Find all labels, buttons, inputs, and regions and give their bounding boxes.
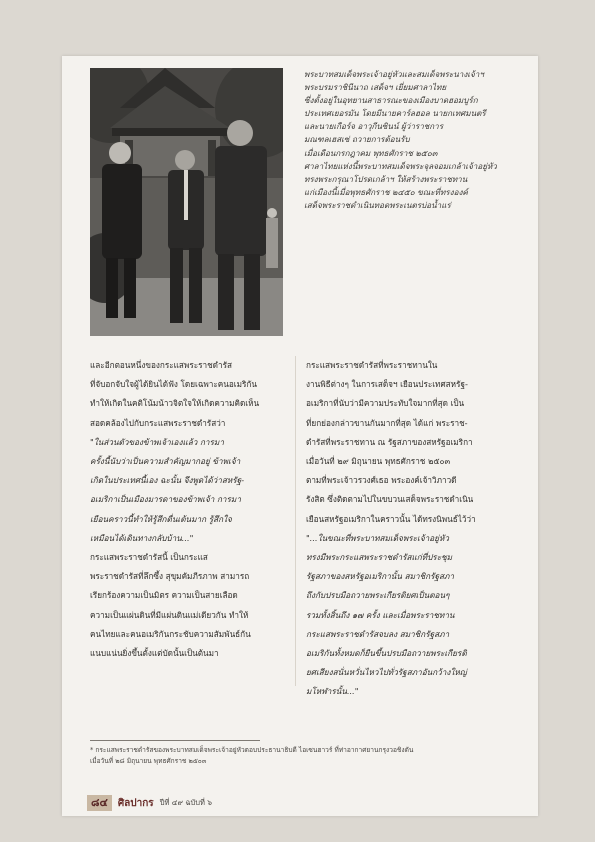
quote-line: ถึงกับปรบมือถวายพระเกียรติยศเป็นตอนๆ xyxy=(306,590,450,601)
quote-line: ครั้งนี้นับว่าเป็นความสำคัญมากอยู่ ข้าพเจ้า xyxy=(90,456,241,467)
body-line: ทำให้เกิดในคติโน้มน้าวจิตใจให้เกิดความคิดเห็น xyxy=(90,398,260,409)
body-line: กระแสพระราชดำรัสนี้ เป็นกระแส xyxy=(90,552,208,563)
body-line: สอดคล้องไปกับกระแสพระราชดำรัสว่า xyxy=(90,417,226,428)
left-text-column xyxy=(90,356,290,663)
body-line: ความเป็นแผ่นดินที่มีแผ่นดินแม่เดียวกัน ทำให้ xyxy=(90,609,249,620)
caption-line: มณฑลเฮสเซ่ ถวายการต้อนรับ xyxy=(304,134,410,145)
caption-line: เสด็จพระราชดำเนินทอดพระเนตรบ่อน้ำแร่ xyxy=(304,199,451,210)
quote-line: มโหฬารนั้น..." xyxy=(306,686,359,697)
magazine-name: ศิลปากร xyxy=(117,797,154,809)
body-line: คนไทยและคนอเมริกันกระชับความสัมพันธ์กัน xyxy=(90,628,251,639)
quote-line: "ในส่วนตัวของข้าพเจ้าเองแล้ว การมา xyxy=(90,436,224,447)
body-line: พระราชดำรัสที่ลึกซึ้ง สุขุมคัมภีรภาพ สามารถ xyxy=(90,571,250,582)
body-line: กระแสพระราชดำรัสที่พระราชทานใน xyxy=(306,360,438,370)
caption-line: ศาลาไทยแห่งนี้พระบาทสมเด็จพระจุลจอมเกล้าเจ้าอยู่หัว xyxy=(304,160,497,171)
caption-line: แก่เมืองนี้เมื่อพุทธศักราช ๒๔๕๐ ขณะที่ทรงองค์ xyxy=(304,186,468,197)
body-line: เรียกร้องความเป็นมิตร ความเป็นสายเลือด xyxy=(90,590,238,601)
caption-line: ประเทศเยอรมัน โดยมีนายคาร์ลฮอล นายกเทศมนตรี xyxy=(304,108,486,119)
body-line: แนบแน่นยิ่งขึ้นตั้งแต่บัดนั้นเป็นต้นมา xyxy=(90,648,219,659)
body-line: รังสิต ซึ่งติดตามไปในขบวนเสด็จพระราชดำเนิน xyxy=(306,494,474,505)
quote-line: รัฐสภาของสหรัฐอเมริกานั้น สมาชิกรัฐสภา xyxy=(306,571,455,582)
footnote xyxy=(90,745,538,767)
page-number: ๘๔ xyxy=(87,795,112,811)
caption-line: ซึ่งตั้งอยู่ในอุทยานสาธารณะของเมืองบาดฮอมบูร์ก xyxy=(304,95,478,106)
quote-line: ยศเสียงสนั่นหวั่นไหวไปทั่วรัฐสภาอันกว้างใหญ่ xyxy=(306,667,467,678)
body-line: ดำรัสที่พระราชทาน ณ รัฐสภาของสหรัฐอเมริกา xyxy=(306,436,473,447)
quote-line: รวมทั้งสิ้นถึง ๑๗ ครั้ง และเมื่อพระราชทาน xyxy=(306,609,455,620)
body-line: อเมริกาที่นับว่ามีความประทับใจมากที่สุด เป็น xyxy=(306,398,465,409)
caption-line: พระบรมราชินีนาถ เสด็จฯ เยี่ยมศาลาไทย xyxy=(304,82,447,93)
page-footer xyxy=(87,795,212,811)
body-line: ตามที่พระเจ้าวรวงศ์เธอ พระองค์เจ้าวิภาวดี xyxy=(306,475,457,486)
caption-line: และนายเกือร์จ อาวุกีนซินน์ ผู้ว่าราชการ xyxy=(304,121,444,132)
quote-line: "...ในขณะที่พระบาทสมเด็จพระเจ้าอยู่หัว xyxy=(306,532,449,543)
quote-line: ทรงมีพระกระแสพระราชดำรัสแก่ที่ประชุม xyxy=(306,552,453,563)
issue-info: ปีที่ ๔๙ ฉบับที่ ๖ xyxy=(159,798,213,807)
quote-line: อเมริกันทั้งหมดก็ยืนขึ้นปรบมือถวายพระเกียรติ xyxy=(306,648,467,659)
quote-line: เยือนคราวนี้ทำให้รู้สึกตื่นเต้นมาก รู้สึกใจ xyxy=(90,513,232,524)
caption-line: ทรงพระกรุณาโปรดเกล้าฯ ให้สร้างพระราชทาน xyxy=(304,173,468,184)
footnote-rule xyxy=(90,740,260,741)
body-line: ที่ยกย่องกล่าวขานกันมากที่สุด ได้แก่ พระราช- xyxy=(306,417,468,428)
footnote-line: เมื่อวันที่ ๒๘ มิถุนายน พุทธศักราช ๒๕๐๓ xyxy=(90,757,207,765)
caption-line: พระบาทสมเด็จพระเจ้าอยู่หัวและสมเด็จพระนางเจ้าฯ xyxy=(304,69,484,79)
quote-line: เกิดในประเทศนี้เอง ฉะนั้น จึงพูดได้ว่าสหรัฐ- xyxy=(90,475,245,486)
body-line: เมื่อวันที่ ๒๙ มิถุนายน พุทธศักราช ๒๕๐๓ xyxy=(306,456,451,467)
body-line: ที่จับอกจับใจผู้ได้ยินได้ฟัง โดยเฉพาะคนอเมริกัน xyxy=(90,379,257,390)
quote-line: อเมริกาเป็นเมืองมารดาของข้าพเจ้า การมา xyxy=(90,494,241,505)
black-and-white-photo xyxy=(90,68,283,336)
body-line: เยือนสหรัฐอเมริกาในคราวนั้น ได้ทรงนิพนธ์ไว้ว่า xyxy=(306,513,476,524)
body-line: งานพิธีต่างๆ ในการเสด็จฯ เยือนประเทศสหรัฐ- xyxy=(306,379,468,390)
photo-caption xyxy=(304,68,534,212)
photo-illustration xyxy=(90,68,283,336)
caption-line: เมื่อเดือนกรกฎาคม พุทธศักราช ๒๕๐๓ xyxy=(304,147,438,158)
footnote-line: * กระแสพระราชดำรัสของพระบาทสมเด็จพระเจ้าอยู่หัวตอบประธานาธิบดี ไอเซนฮาวร์ ที่ท่าอากาศยานกรุงวอชิงตัน xyxy=(90,746,414,754)
quote-line: เหมือนได้เดินทางกลับบ้าน..." xyxy=(90,532,194,543)
right-text-column xyxy=(306,356,531,702)
body-line: และอีกตอนหนึ่งของกระแสพระราชดำรัส xyxy=(90,360,232,370)
quote-line: กระแสพระราชดำรัสจบลง สมาชิกรัฐสภา xyxy=(306,628,450,639)
column-divider xyxy=(295,356,296,686)
